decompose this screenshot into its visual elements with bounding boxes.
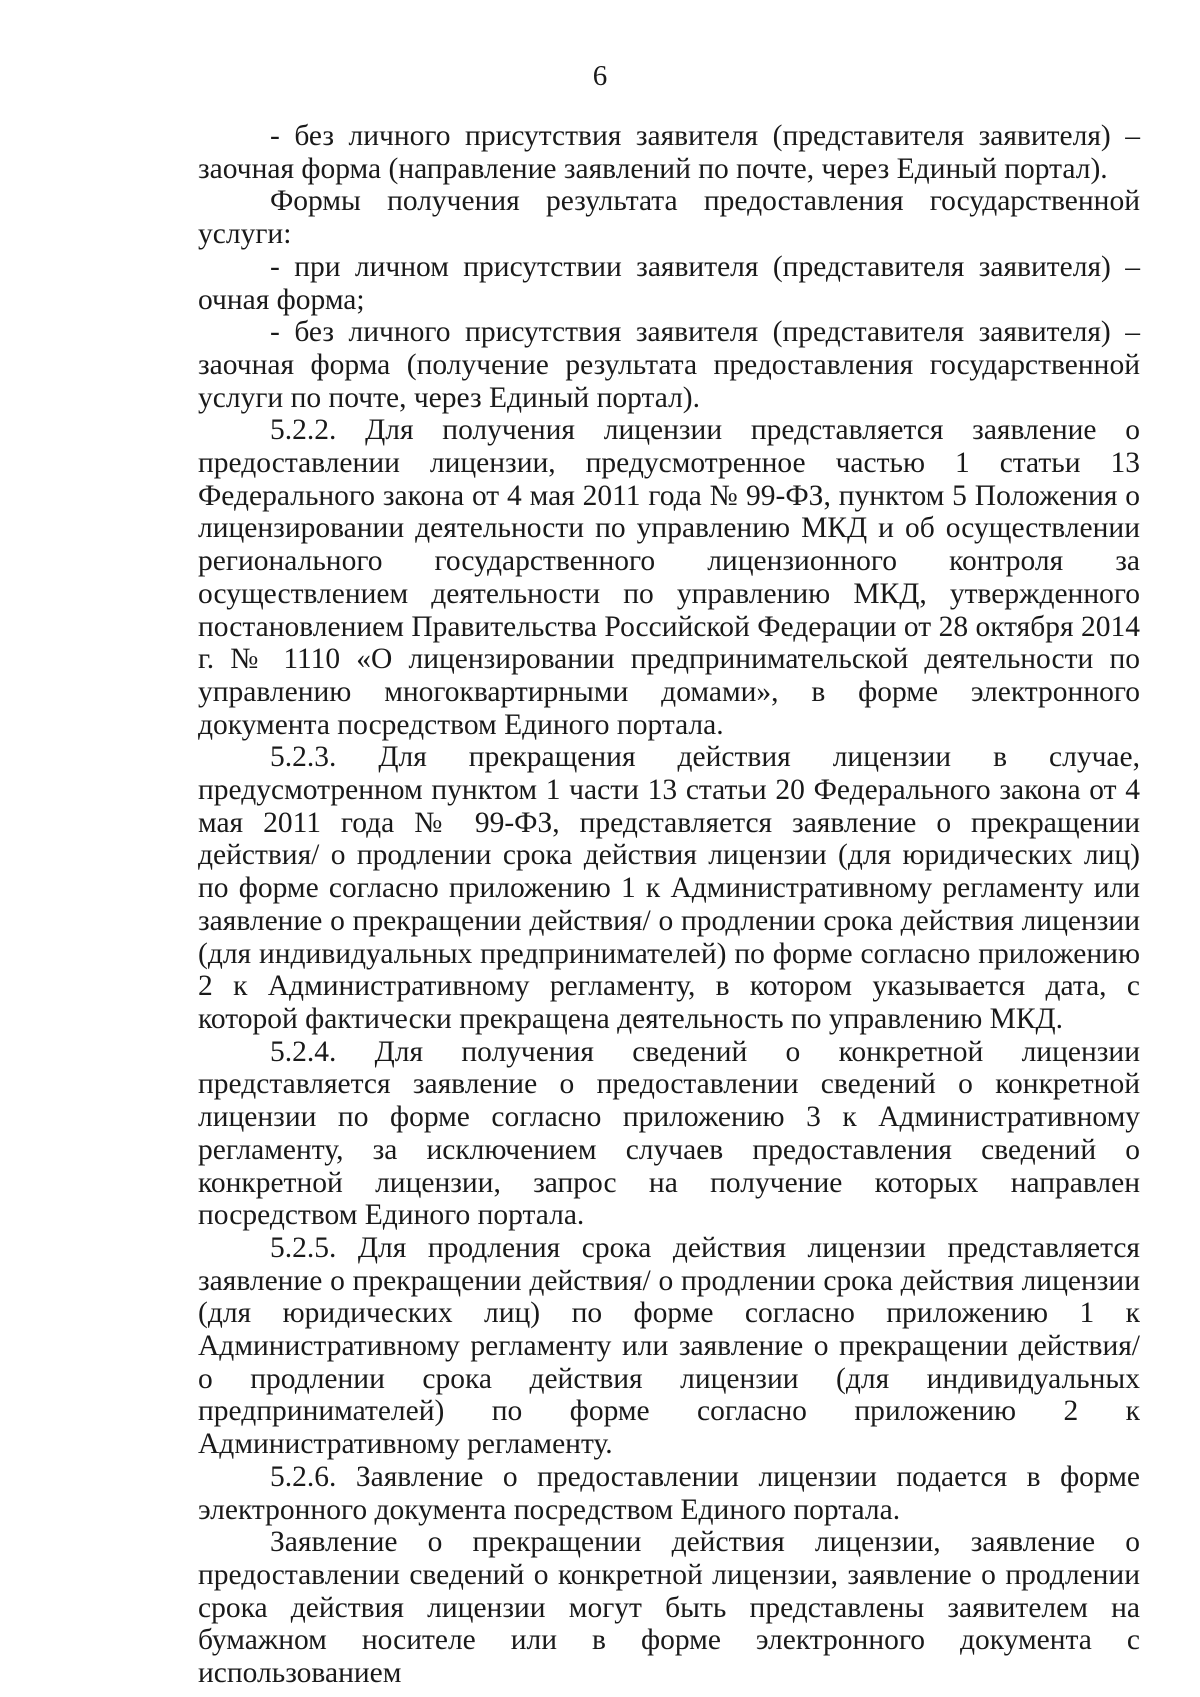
document-body [198,120,1140,1690]
paragraph-5-2-2: 5.2.2. Для получения лицензии представляется заявление о предоставлении лицензии, предусмотренное частью 1 статьи 13 Федерального закона от 4 мая 2011 года № 99-ФЗ, пунктом 5 Положения о лицензировании деятельности по управлению МКД и об осуществлении регионального государственного лицензионного контроля за осуществлением деятельности по управлению МКД, утвержденного постановлением Правительства Российской Федерации от 28 октября 2014 г. № 1110 «О лицензировании предпринимательской деятельности по управлению многоквартирными домами», в форме электронного документа посредством Единого портала. [198,414,1140,741]
page-number: 6 [592,60,608,92]
paragraph-5-2-3: 5.2.3. Для прекращения действия лицензии в случае, предусмотренном пунктом 1 части 13 статьи 20 Федерального закона от 4 мая 2011 года № 99-ФЗ, представляется заявление о прекращении действия/ о продлении срока действия лицензии (для юридических лиц) по форме согласно приложению 1 к Административному регламенту или заявление о прекращении действия/ о продлении срока действия лицензии (для индивидуальных предпринимателей) по форме согласно приложению 2 к Административному регламенту, в котором указывается дата, с которой фактически прекращена деятельность по управлению МКД. [198,741,1140,1035]
paragraph-absent-submission: - без личного присутствия заявителя (представителя заявителя) – заочная форма (направление заявлений по почте, через Единый портал). [198,120,1140,185]
paragraph-result-absent: - без личного присутствия заявителя (представителя заявителя) – заочная форма (получение результата предоставления государственной услуги по почте, через Единый портал). [198,316,1140,414]
paragraph-result-in-person: - при личном присутствии заявителя (представителя заявителя) – очная форма; [198,250,1140,316]
paragraph-5-2-4: 5.2.4. Для получения сведений о конкретной лицензии представляется заявление о предоставлении сведений о конкретной лицензии по форме согласно приложению 3 к Административному регламенту, за исключением случаев предоставления сведений о конкретной лицензии, запрос на получение которых направлен посредством Единого портала. [198,1035,1140,1232]
paragraph-paper-or-electronic: Заявление о прекращении действия лицензии, заявление о предоставлении сведений о конкретной лицензии, заявление о продлении срока действия лицензии могут быть представлены заявителем на бумажном носителе или в форме электронного документа с использованием [198,1526,1140,1690]
paragraph-result-forms-heading: Формы получения результата предоставления государственной услуги: [198,185,1140,251]
paragraph-5-2-6: 5.2.6. Заявление о предоставлении лицензии подается в форме электронного документа посредством Единого портала. [198,1460,1140,1526]
paragraph-5-2-5: 5.2.5. Для продления срока действия лицензии представляется заявление о прекращении действия/ о продлении срока действия лицензии (для юридических лиц) по форме согласно приложению 1 к Административному регламенту или заявление о прекращении действия/ о продлении срока действия лицензии (для индивидуальных предпринимателей) по форме согласно приложению 2 к Административному регламенту. [198,1231,1140,1461]
